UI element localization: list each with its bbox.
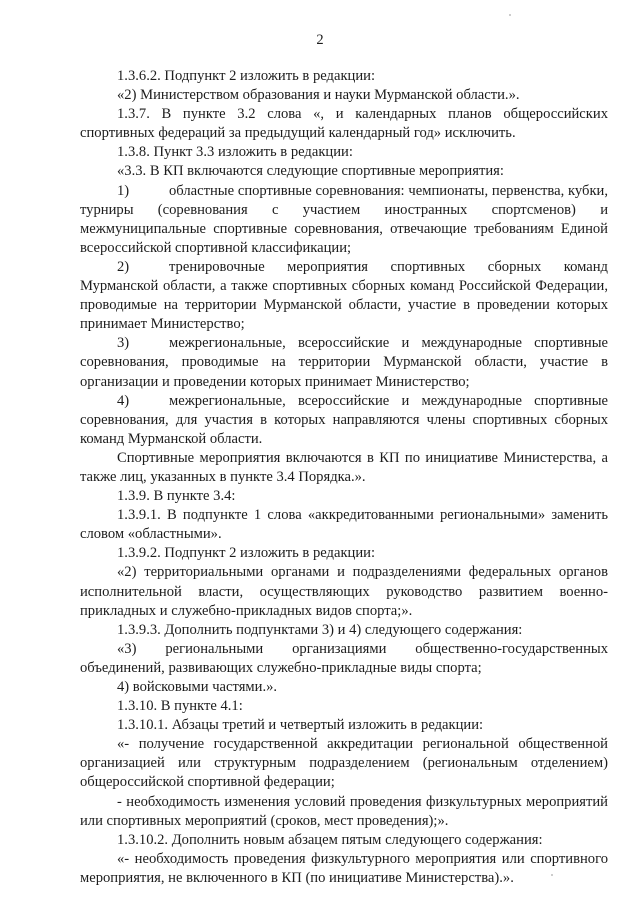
paragraph: Спортивные мероприятия включаются в КП по инициативе Министерства, а также лиц, указанных в пункте 3.4 Порядка.». (80, 449, 608, 485)
paragraph: «2) Министерством образования и науки Мурманской области.». (117, 87, 520, 104)
paragraph: «2) территориальными органами и подразделениями федеральных органов исполнительной власти, осуществляющих руководство развитием военно-прикладных и служебно-прикладных видов спорта;». (80, 564, 608, 619)
list-item (80, 334, 608, 391)
paragraph: 4) войсковыми частями.». (117, 679, 278, 695)
scan-speck (551, 874, 553, 876)
paragraph: 1.3.10.2. Дополнить новым абзацем пятым следующего содержания: (117, 831, 543, 848)
paragraph: 1.3.9.1. В подпункте 1 слова «аккредитованными региональными» заменить словом «областными». (80, 507, 608, 543)
paragraph: 1.3.10. В пункте 4.1: (117, 698, 243, 715)
list-item-number: 2) (117, 258, 130, 275)
paragraph: «- получение государственной аккредитации региональной общественной организацией или структурным подразделением (региональным отделением) общероссийской спортивной федерации; (80, 736, 608, 791)
paragraph: 1.3.9. В пункте 3.4: (117, 488, 236, 505)
paragraph: 1.3.7. В пункте 3.2 слова «, и календарных планов общероссийских спортивных федераций за предыдущий календарный год» исключить. (80, 106, 608, 142)
list-item-text: тренировочные мероприятия спортивных сборных команд Мурманской области, а также спортивных сборных команд Российской Федерации, проводимые на территории Мурманской области, участие в проведении которых принимает Министерство; (80, 258, 608, 333)
list-item-number: 1) (117, 182, 130, 199)
paragraph: «3) региональными организациями общественно-государственных объединений, развивающих служебно-прикладные виды спорта; (80, 640, 608, 676)
list-item-number: 3) (117, 335, 130, 352)
paragraph: «3.3. В КП включаются следующие спортивные мероприятия: (117, 163, 504, 180)
list-item (80, 182, 608, 258)
list-item (80, 392, 608, 449)
paragraph: 1.3.9.3. Дополнить подпунктами 3) и 4) следующего содержания: (117, 621, 523, 638)
list-item-text: межрегиональные, всероссийские и международные спортивные соревнования, проводимые на территории Мурманской области, участие в организации и проведении которых принимает Министерство; (80, 335, 608, 390)
scan-speck (509, 14, 511, 16)
page-number: 2 (316, 32, 324, 48)
paragraph: 1.3.9.2. Подпункт 2 изложить в редакции: (117, 545, 376, 562)
paragraph: - необходимость изменения условий проведения физкультурных мероприятий или спортивных мероприятий (сроков, мест проведения);». (80, 793, 608, 829)
paragraph: 1.3.8. Пункт 3.3 изложить в редакции: (117, 144, 353, 161)
list-item-text: областные спортивные соревнования: чемпионаты, первенства, кубки, турниры (соревнования с участием иностранных спортсменов) и межмуниципальные спортивные соревнования, отвечающие требованиям Единой всероссийской спортивной классификации; (80, 182, 608, 256)
paragraph: 1.3.6.2. Подпункт 2 изложить в редакции: (117, 68, 376, 84)
paragraph: 1.3.10.1. Абзацы третий и четвертый изложить в редакции: (117, 717, 484, 734)
document-body (80, 67, 608, 888)
list-item-text: межрегиональные, всероссийские и международные спортивные соревнования, для участия в которых направляются члены спортивных сборных команд Мурманской области. (80, 392, 608, 447)
list-item (80, 258, 608, 334)
list-item-number: 4) (117, 392, 130, 409)
paragraph: «- необходимость проведения физкультурного мероприятия или спортивного мероприятия, не включенного в КП (по инициативе Министерства).». (80, 850, 608, 886)
